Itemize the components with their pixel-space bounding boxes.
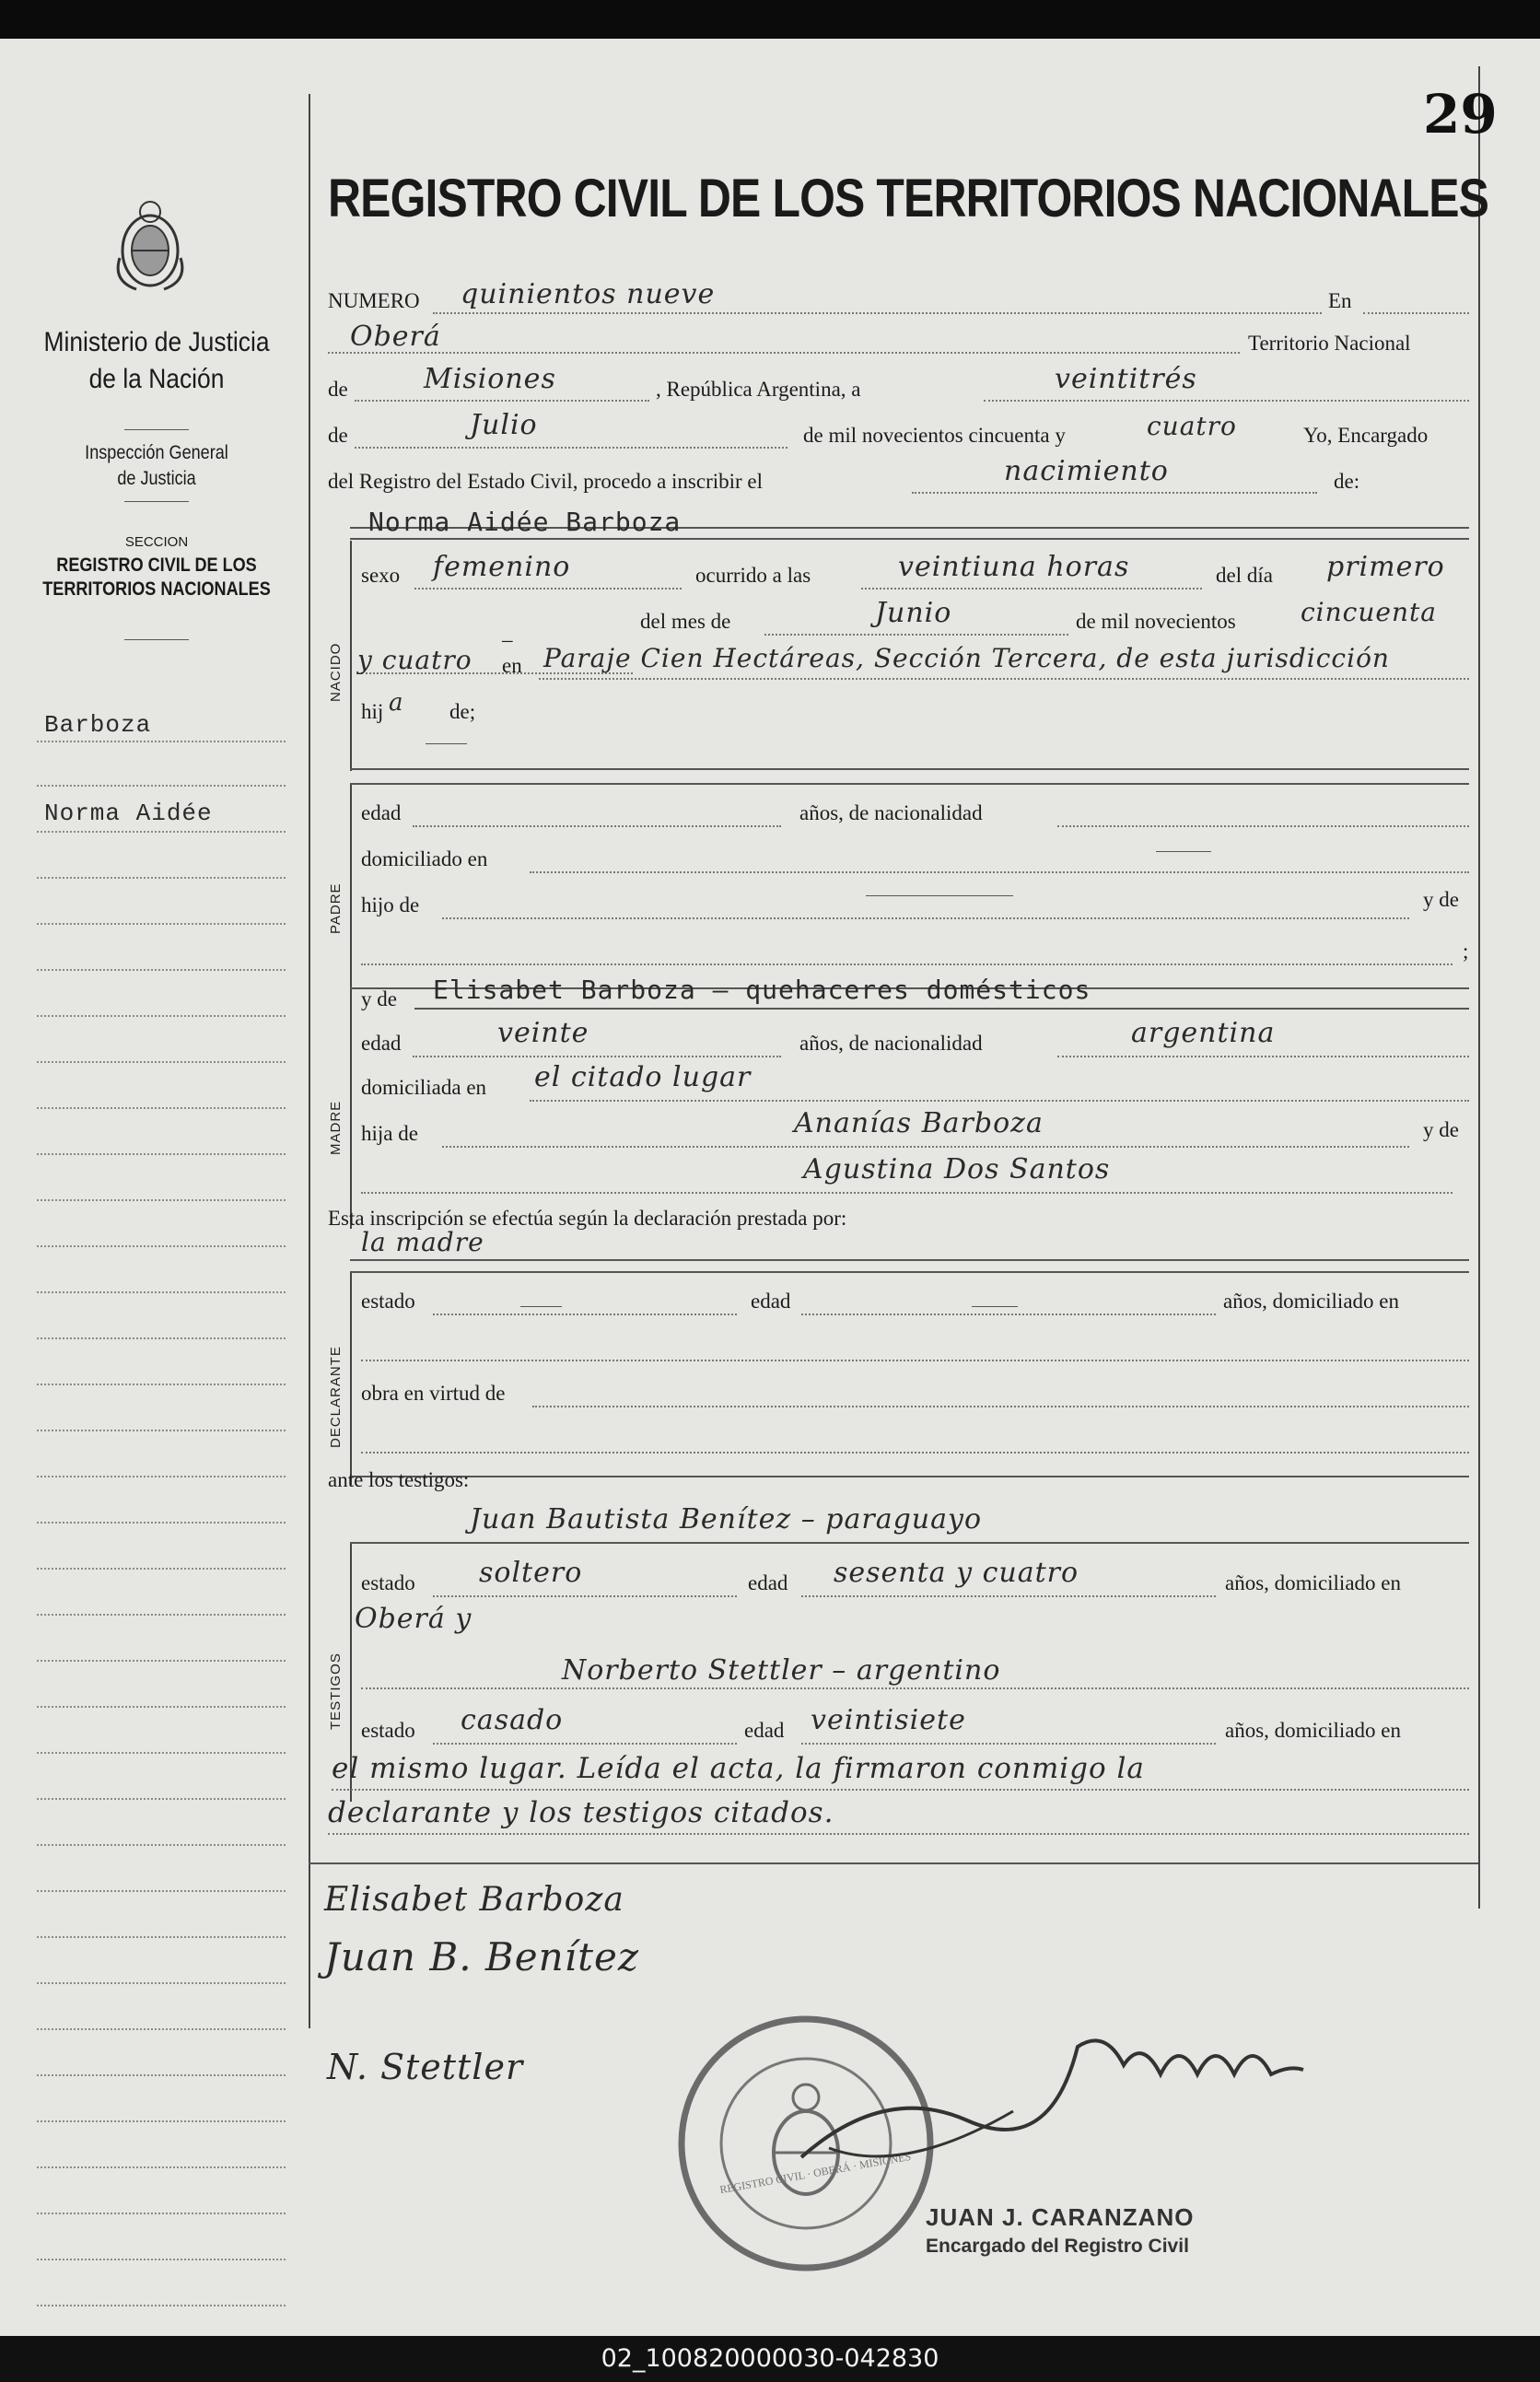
testigos-section-label: TESTIGOS bbox=[328, 1652, 344, 1730]
declarante-intro: Esta inscripción se efectúa según la declaración prestada por: bbox=[328, 1207, 847, 1230]
declarante-section-label: DECLARANTE bbox=[328, 1346, 344, 1448]
de-label: de; bbox=[449, 700, 476, 723]
right-border-rule bbox=[1478, 66, 1480, 1909]
de-label: de bbox=[328, 378, 348, 401]
section-rule bbox=[350, 1542, 1469, 1544]
official-name: JUAN J. CARANZANO bbox=[926, 2203, 1195, 2231]
en-label: en bbox=[502, 654, 522, 677]
act-type-value: nacimiento bbox=[1004, 455, 1169, 487]
closing-line1: el mismo lugar. Leída el acta, la firmaron conmigo la bbox=[332, 1752, 1145, 1785]
testigo2-edad-label: edad bbox=[744, 1719, 785, 1742]
dotted-line bbox=[361, 1687, 1469, 1689]
section-rule bbox=[350, 783, 1469, 785]
declarante-anos-label: años, domiciliado en bbox=[1223, 1290, 1399, 1313]
nacido-section-label: NACIDO bbox=[328, 642, 344, 702]
dotted-line bbox=[1057, 825, 1469, 827]
nacido-bracket bbox=[350, 541, 352, 771]
dotted-line bbox=[361, 1192, 1452, 1194]
dotted-line bbox=[764, 634, 1068, 636]
section-rule bbox=[350, 1259, 1469, 1261]
child-name: Norma Aidée Barboza bbox=[368, 507, 682, 537]
declarante-edad-label: edad bbox=[751, 1290, 791, 1313]
dotted-line bbox=[361, 1360, 1469, 1361]
madre-y-de-label-2: y de bbox=[1423, 1118, 1459, 1141]
territorio-label: Territorio Nacional bbox=[1248, 332, 1411, 355]
del-mes-label: del mes de bbox=[640, 610, 731, 633]
padre-domiciliado-label: domiciliado en bbox=[361, 847, 488, 870]
sidebar-given-names: Norma Aidée bbox=[44, 800, 213, 827]
birth-year-part2: y cuatro bbox=[357, 645, 472, 675]
declarante-bracket bbox=[350, 1273, 352, 1485]
padre-y-de-label: y de bbox=[1423, 888, 1459, 911]
dotted-line bbox=[433, 1595, 737, 1597]
madre-edad-label: edad bbox=[361, 1032, 402, 1055]
testigo2-name: Norberto Stettler – argentino bbox=[562, 1654, 1001, 1687]
testigo2-edad-value: veintisiete bbox=[811, 1704, 966, 1736]
madre-section-label: MADRE bbox=[328, 1100, 344, 1155]
republica-label: , República Argentina, a bbox=[656, 378, 861, 401]
madre-father-value: Ananías Barboza bbox=[794, 1107, 1044, 1139]
dotted-line bbox=[442, 1146, 1409, 1148]
testigo1-name: Juan Bautista Benítez – paraguayo bbox=[470, 1503, 983, 1535]
signature-declarante: Elisabet Barboza bbox=[324, 1881, 624, 1919]
madre-name: Elisabet Barboza – quehaceres domésticos bbox=[433, 975, 1091, 1005]
short-rule bbox=[426, 743, 467, 744]
section-label: SECCION bbox=[124, 534, 189, 550]
dotted-line bbox=[433, 312, 1322, 314]
ministry-line2: de la Nación bbox=[88, 364, 225, 394]
testigos-intro: ante los testigos: bbox=[328, 1468, 470, 1491]
short-rule bbox=[1156, 851, 1211, 852]
dotted-line bbox=[532, 1406, 1469, 1407]
signature-testigo2: N. Stettler bbox=[327, 2047, 524, 2087]
madre-anos-label: años, de nacionalidad bbox=[799, 1032, 983, 1055]
madre-bracket bbox=[350, 989, 352, 1229]
del-dia-label: del día bbox=[1216, 564, 1273, 587]
birth-place-value: Paraje Cien Hectáreas, Sección Tercera, de esta jurisdicción bbox=[543, 643, 1390, 673]
section-rule bbox=[350, 768, 1469, 770]
birth-year-part1: cincuenta bbox=[1301, 597, 1437, 627]
dash-mark: – bbox=[502, 628, 513, 651]
dotted-line bbox=[328, 1833, 1469, 1835]
padre-section-label: PADRE bbox=[328, 882, 344, 934]
testigo1-edad-value: sesenta y cuatro bbox=[834, 1557, 1079, 1589]
ministry-line1: Ministerio de Justicia bbox=[43, 327, 270, 357]
sidebar-surname: Barboza bbox=[44, 711, 152, 739]
section-rule bbox=[350, 1476, 1469, 1477]
short-rule bbox=[520, 1306, 562, 1307]
signature-testigo1: Juan B. Benítez bbox=[324, 1934, 639, 1979]
sidebar-divider bbox=[124, 429, 189, 430]
short-rule bbox=[866, 895, 1013, 896]
padre-bracket bbox=[350, 785, 352, 1001]
madre-nacionalidad-value: argentina bbox=[1131, 1017, 1276, 1049]
dotted-line bbox=[328, 352, 1240, 354]
dotted-line bbox=[1057, 1056, 1469, 1057]
dotted-line bbox=[530, 1100, 1469, 1102]
hij-suffix: a bbox=[389, 689, 404, 717]
dotted-line bbox=[433, 1743, 737, 1745]
dotted-line bbox=[1363, 312, 1469, 314]
left-column-rule bbox=[309, 94, 310, 2028]
testigo1-estado-value: soltero bbox=[479, 1557, 583, 1589]
dotted-line bbox=[539, 678, 1469, 680]
testigo1-edad-label: edad bbox=[748, 1571, 788, 1594]
declarante-obra-label: obra en virtud de bbox=[361, 1382, 506, 1405]
registry-title: REGISTRO CIVIL DE LOS TERRITORIOS NACIONALES bbox=[328, 169, 1489, 228]
padre-anos-label: años, de nacionalidad bbox=[799, 801, 983, 824]
page-number: 29 bbox=[1423, 83, 1498, 146]
inspection-line1: Inspección General bbox=[85, 442, 228, 463]
de-colon-label: de: bbox=[1334, 470, 1360, 493]
sexo-label: sexo bbox=[361, 564, 401, 587]
coat-of-arms-icon bbox=[109, 193, 192, 295]
sexo-value: femenino bbox=[433, 551, 571, 583]
dotted-line bbox=[361, 963, 1452, 965]
testigo2-estado-label: estado bbox=[361, 1719, 415, 1742]
madre-edad-value: veinte bbox=[497, 1017, 589, 1049]
dotted-line bbox=[413, 825, 781, 827]
inspection-line2: de Justicia bbox=[117, 468, 196, 489]
de-label-2: de bbox=[328, 424, 348, 447]
testigo2-estado-value: casado bbox=[461, 1704, 564, 1736]
sidebar-divider bbox=[124, 639, 189, 640]
day-value: veintitrés bbox=[1055, 363, 1197, 395]
madre-hija-label: hija de bbox=[361, 1122, 418, 1145]
dotted-line bbox=[984, 400, 1469, 402]
dotted-line bbox=[801, 1743, 1216, 1745]
scan-id-footer: 02_100820000030-042830 bbox=[0, 2336, 1540, 2382]
sidebar-divider bbox=[124, 501, 189, 502]
mes-value: Junio bbox=[875, 597, 952, 629]
document-page bbox=[0, 39, 1540, 2336]
numero-value: quinientos nueve bbox=[461, 278, 716, 310]
month-value: Julio bbox=[470, 409, 538, 441]
dotted-line bbox=[530, 871, 1469, 873]
dotted-line bbox=[912, 492, 1317, 494]
testigo1-domicilio-value: Oberá y bbox=[355, 1603, 472, 1635]
top-scan-border bbox=[0, 0, 1540, 39]
testigo1-anos-label: años, domiciliado en bbox=[1225, 1571, 1401, 1594]
place-value: Oberá bbox=[350, 321, 441, 353]
padre-edad-label: edad bbox=[361, 801, 402, 824]
short-rule bbox=[972, 1306, 1018, 1307]
dotted-line bbox=[361, 1452, 1469, 1454]
dia-value: primero bbox=[1326, 551, 1445, 583]
official-title: Encargado del Registro Civil bbox=[926, 2236, 1189, 2257]
section-rule bbox=[309, 1862, 1478, 1864]
section-rule bbox=[350, 538, 1469, 540]
dotted-line bbox=[801, 1314, 1216, 1315]
dotted-line bbox=[413, 1056, 781, 1057]
dotted-line bbox=[433, 1314, 737, 1315]
dotted-line bbox=[355, 447, 788, 449]
official-signature-icon bbox=[774, 2010, 1308, 2185]
hora-value: veintiuna horas bbox=[898, 551, 1130, 583]
year-suffix-value: cuatro bbox=[1147, 411, 1237, 441]
madre-mother-value: Agustina Dos Santos bbox=[803, 1153, 1111, 1185]
dotted-line bbox=[355, 400, 649, 402]
dotted-line bbox=[801, 1595, 1216, 1597]
seal-text: REGISTRO CIVIL · OBERÁ · MISIONES bbox=[718, 2149, 913, 2197]
section-rule bbox=[414, 1008, 1469, 1010]
testigo1-estado-label: estado bbox=[361, 1571, 415, 1594]
mil-novecientos-label: de mil novecientos bbox=[1076, 610, 1236, 633]
dotted-line bbox=[861, 588, 1202, 590]
dotted-line bbox=[414, 588, 682, 590]
registro-label: del Registro del Estado Civil, procedo a inscribir el bbox=[328, 470, 764, 493]
testigo2-anos-label: años, domiciliado en bbox=[1225, 1719, 1401, 1742]
madre-domicilio-value: el citado lugar bbox=[534, 1061, 752, 1093]
closing-line2: declarante y los testigos citados. bbox=[328, 1796, 834, 1829]
province-value: Misiones bbox=[424, 363, 556, 395]
hij-label: hij bbox=[361, 700, 384, 723]
declarante-value: la madre bbox=[361, 1227, 484, 1257]
mil-label: de mil novecientos cincuenta y bbox=[803, 424, 1066, 447]
yo-label: Yo, Encargado bbox=[1303, 424, 1429, 447]
dotted-line bbox=[332, 1789, 1469, 1791]
madre-domiciliada-label: domiciliada en bbox=[361, 1076, 487, 1099]
en-label: En bbox=[1328, 289, 1352, 312]
section-line1: REGISTRO CIVIL DE LOS bbox=[56, 555, 257, 576]
declarante-estado-label: estado bbox=[361, 1290, 415, 1313]
section-line2: TERRITORIOS NACIONALES bbox=[42, 578, 271, 600]
ocurrido-label: ocurrido a las bbox=[695, 564, 811, 587]
padre-semicolon: ; bbox=[1463, 940, 1469, 963]
madre-y-de-label: y de bbox=[361, 987, 397, 1010]
section-rule bbox=[350, 1271, 1469, 1273]
numero-label: NUMERO bbox=[328, 289, 420, 312]
dotted-line bbox=[442, 917, 1409, 919]
padre-hijo-label: hijo de bbox=[361, 893, 420, 917]
